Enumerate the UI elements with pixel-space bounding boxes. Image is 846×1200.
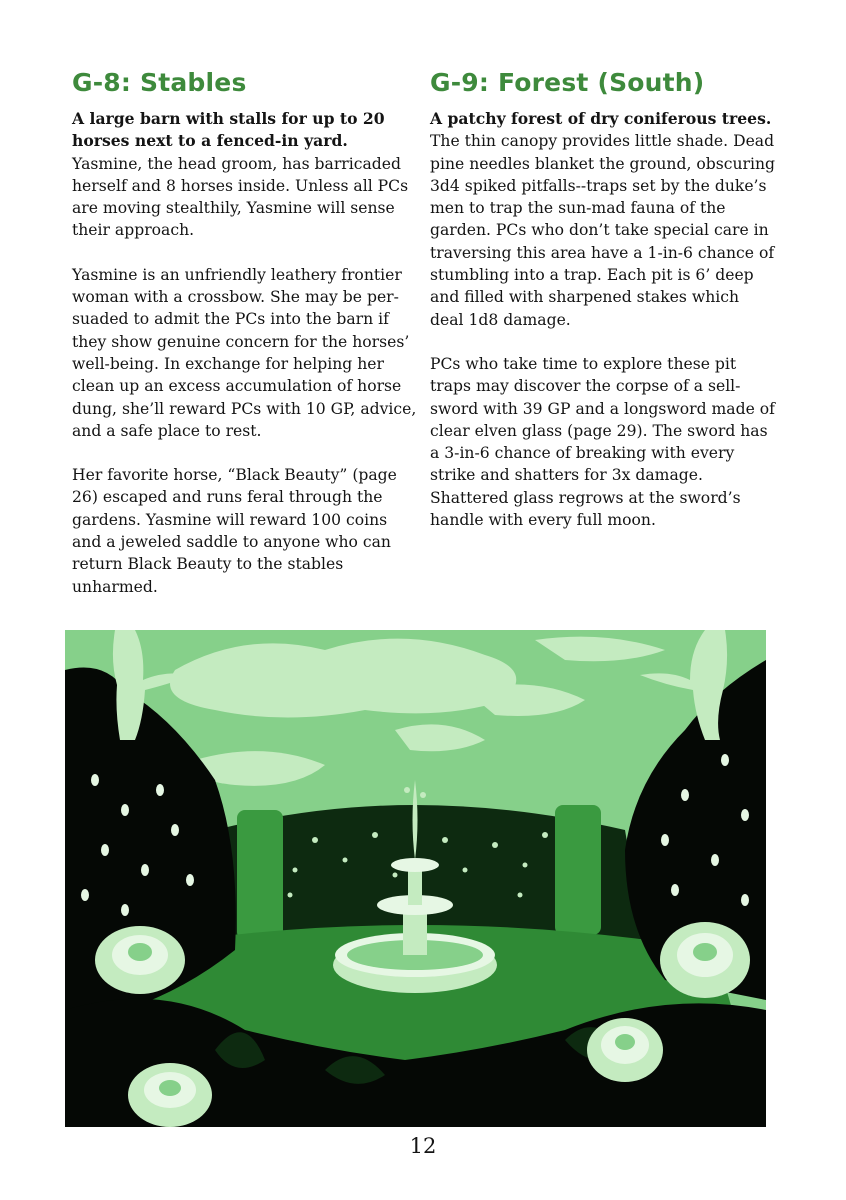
topiary-left: [237, 810, 283, 940]
g9-paragraph-1-text: The thin canopy provides little shade. Dead pine needles blanket the ground, obscuring 3d4 spiked pitfalls--traps set by the duke’s men to trap the sun-mad fauna of the garden. PCs who don’t take special care in traversing this area have a 1-in-6 chance of stumbling into a trap. Each pit is 6’ deep and filled with sharpened stakes which deal 1d8 damage.: [430, 132, 775, 329]
section-heading-g8: G-8: Stables: [72, 68, 247, 97]
g9-paragraph-2: PCs who take time to explore these pit traps may discover the corpse of a sellsword with 39 GP and a longsword made of clear elven glass (page 29). The sword has a 3-in-6 chance of breaking with every strike and shatters for 3x damage. Shattered glass regrows at the sword’s handle with every full moon.: [430, 354, 775, 530]
column-left: [72, 66, 417, 620]
column-right: [430, 66, 775, 553]
g9-paragraph-1: [430, 108, 775, 331]
garden-fountain-illustration: [65, 630, 766, 1127]
rose-right-lower: [587, 1018, 663, 1082]
topiary-right: [555, 805, 601, 935]
g8-paragraph-2: Yasmine is an unfriendly leathery frontier woman with a crossbow. She may be persuaded to admit the PCs into the barn if they show genuine concern for the horses’ well-being. In exchange for helping her clean up an excess accumulation of horse dung, she’ll reward PCs with 10 GP, advice, and a safe place to rest.: [72, 265, 417, 440]
rose-left-upper: [95, 926, 185, 994]
g8-lead: A large barn with stalls for up to 20 horses next to a fenced-in yard.: [72, 109, 385, 151]
page-number: 12: [409, 1134, 437, 1158]
g9-lead: A patchy forest of dry coniferous trees.: [430, 109, 772, 128]
g8-paragraph-3: Her favorite horse, “Black Beauty” (page 26) escaped and runs feral through the gardens. Yasmine will reward 100 coins and a jeweled saddle to anyone who can return Black Beauty to the stables unharmed.: [72, 466, 397, 596]
rose-left-lower: [128, 1063, 212, 1127]
g8-paragraph-1-text: Yasmine, the head groom, has barricaded herself and 8 horses inside. Unless all PCs are moving stealthily, Yasmine will sense their approach.: [72, 154, 409, 240]
section-heading-g9: G-9: Forest (South): [430, 68, 705, 97]
g8-paragraph-1: [72, 108, 417, 242]
rose-right-upper: [660, 922, 750, 998]
